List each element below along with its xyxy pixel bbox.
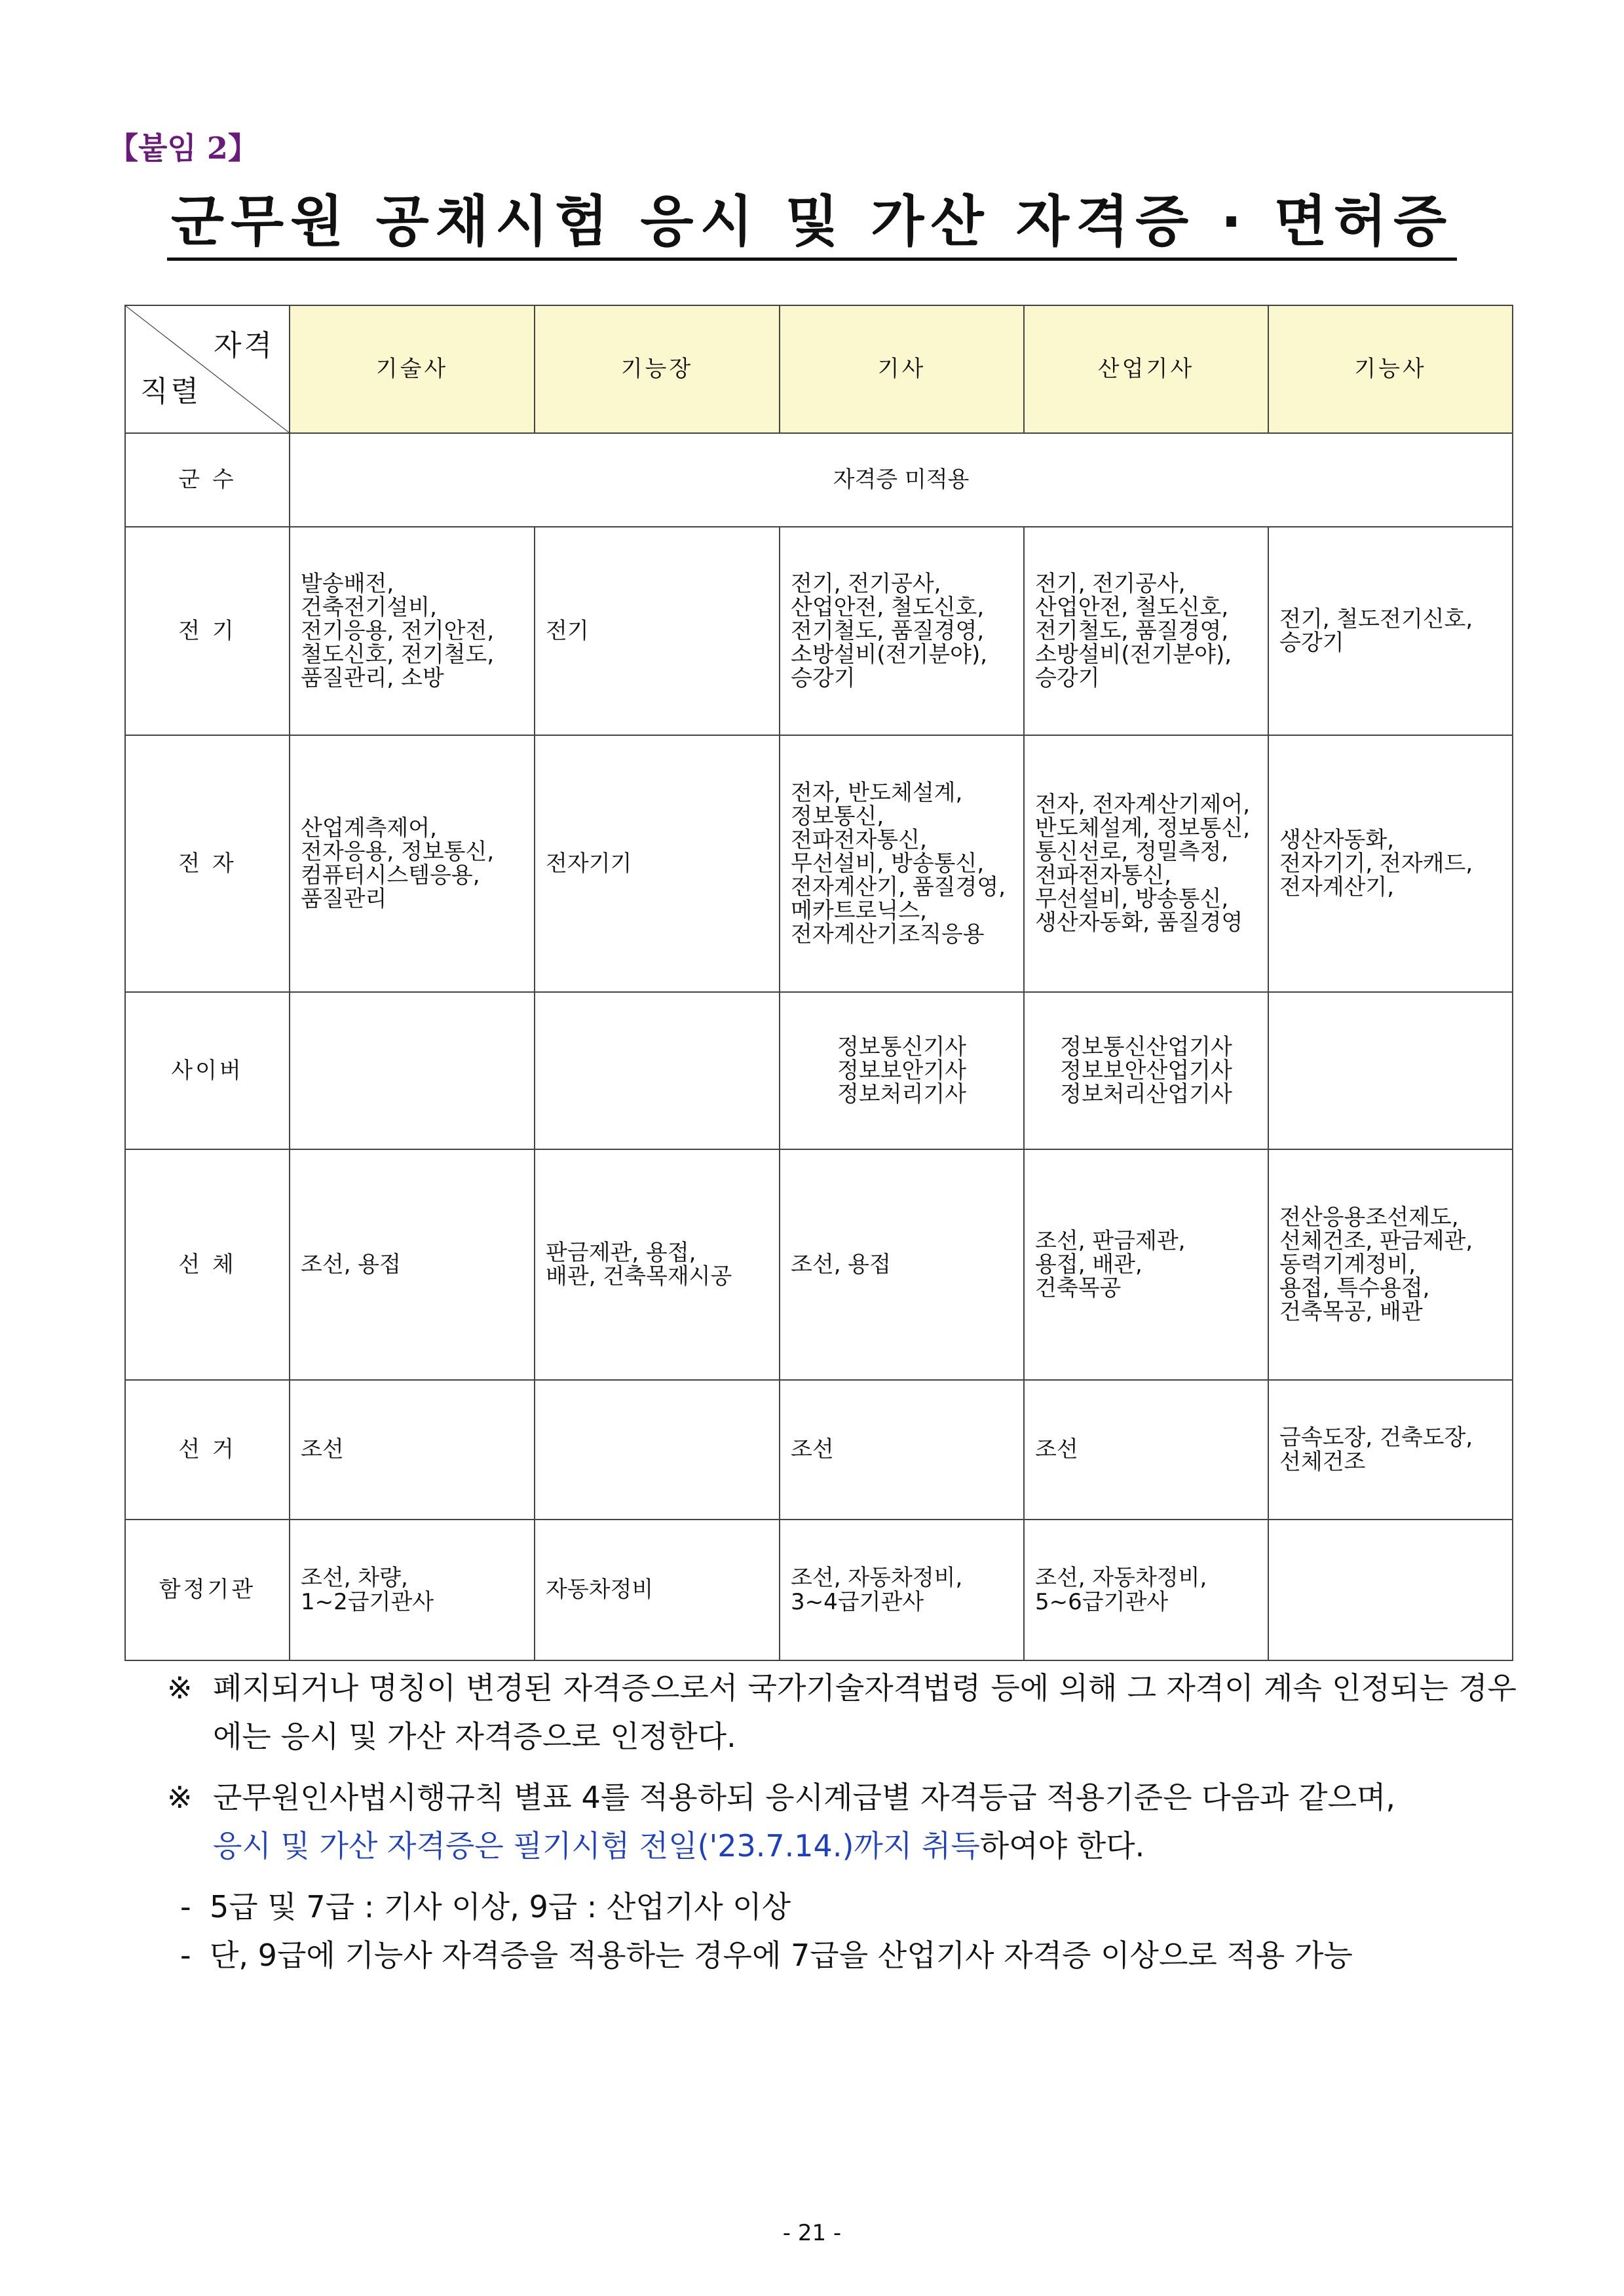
- table-cell: 조선, 자동차정비, 3~4급기관사: [780, 1520, 1024, 1660]
- row-label: 전 자: [125, 735, 290, 992]
- table-row: [125, 1380, 1513, 1520]
- table-cell: 조선, 용접: [290, 1149, 535, 1380]
- table-cell: 전자기기: [535, 735, 780, 992]
- table-cell: 생산자동화, 전자기기, 전자캐드, 전자계산기,: [1268, 735, 1513, 992]
- header-cell: 산업기사: [1024, 305, 1268, 433]
- table-cell: 조선: [1024, 1380, 1268, 1520]
- merged-cell: 자격증 미적용: [290, 433, 1513, 527]
- table-row: [125, 1520, 1513, 1660]
- page-title-wrapper: [0, 190, 1624, 261]
- table-cell: 정보통신산업기사 정보보안산업기사 정보처리산업기사: [1024, 992, 1268, 1149]
- note-text: 군무원인사법시행규칙 별표 4를 적용하되 응시계급별 자격등급 적용기준은 다음과 같으며,: [213, 1780, 1395, 1816]
- header-corner-cell: [125, 305, 290, 433]
- row-label: 선 체: [125, 1149, 290, 1380]
- table-cell: 자동차정비: [535, 1520, 780, 1660]
- row-label: 선 거: [125, 1380, 290, 1520]
- header-cell: 기사: [780, 305, 1024, 433]
- table-cell: 조선, 용접: [780, 1149, 1024, 1380]
- table-cell: 금속도장, 건축도장, 선체건조: [1268, 1380, 1513, 1520]
- notes-section: [167, 1664, 1517, 1980]
- table-cell: 전자, 전자계산기제어, 반도체설계, 정보통신, 통신선로, 정밀측정, 전파전자통신, 무선설비, 방송통신, 생산자동화, 품질경영: [1024, 735, 1268, 992]
- row-label: 군 수: [125, 433, 290, 527]
- table-cell: 전기: [535, 527, 780, 735]
- corner-label-series: 직렬: [140, 375, 202, 409]
- table-cell: 조선, 판금제관, 용접, 배관, 건축목공: [1024, 1149, 1268, 1380]
- table-cell: 전기, 철도전기신호, 승강기: [1268, 527, 1513, 735]
- dash-mark: -: [180, 1937, 191, 1973]
- page-title: 군무원 공채시험 응시 및 가산 자격증 · 면허증: [167, 190, 1457, 261]
- table-cell: [535, 992, 780, 1149]
- header-cell: 기능사: [1268, 305, 1513, 433]
- table-cell: 전기, 전기공사, 산업안전, 철도신호, 전기철도, 품질경영, 소방설비(전기분야), 승강기: [1024, 527, 1268, 735]
- table-cell: [535, 1380, 780, 1520]
- table-row: [125, 433, 1513, 527]
- table-row: [125, 527, 1513, 735]
- reference-mark: ※: [167, 1780, 193, 1816]
- table-cell: [290, 992, 535, 1149]
- dash-item: [180, 1883, 1517, 1932]
- header-cell: 기술사: [290, 305, 535, 433]
- dash-mark: -: [180, 1889, 191, 1925]
- qualification-table: [124, 305, 1513, 1661]
- row-label: 함정기관: [125, 1520, 290, 1660]
- attachment-label: 【붙임 2】: [108, 130, 258, 166]
- table-cell: 전자, 반도체설계, 정보통신, 전파전자통신, 무선설비, 방송통신, 전자계산기, 품질경영, 메카트로닉스, 전자계산기조직응용: [780, 735, 1024, 992]
- table-cell: 판금제관, 용접, 배관, 건축목재시공: [535, 1149, 780, 1380]
- corner-diagonal-line: [126, 306, 289, 432]
- note-text-tail: 하여야 한다.: [979, 1827, 1145, 1864]
- note-highlight: 응시 및 가산 자격증은 필기시험 전일('23.7.14.)까지 취득: [213, 1827, 980, 1864]
- table-cell: [1268, 1520, 1513, 1660]
- dash-item: [180, 1932, 1517, 1980]
- page-number: - 21 -: [782, 2220, 842, 2246]
- row-label: 전 기: [125, 527, 290, 735]
- note-item: [167, 1664, 1517, 1761]
- table-cell: 정보통신기사 정보보안기사 정보처리기사: [780, 992, 1024, 1149]
- table-row: [125, 992, 1513, 1149]
- table-cell: 발송배전, 건축전기설비, 전기응용, 전기안전, 철도신호, 전기철도, 품질관리, 소방: [290, 527, 535, 735]
- table-cell: 산업계측제어, 전자응용, 정보통신, 컴퓨터시스템응용, 품질관리: [290, 735, 535, 992]
- row-label: 사이버: [125, 992, 290, 1149]
- table-cell: 조선: [780, 1380, 1024, 1520]
- dash-text: 5급 및 7급 : 기사 이상, 9급 : 산업기사 이상: [210, 1889, 791, 1925]
- note-item: [167, 1774, 1517, 1870]
- table-header-row: [125, 305, 1513, 433]
- header-cell: 기능장: [535, 305, 780, 433]
- table-cell: 조선, 차량, 1~2급기관사: [290, 1520, 535, 1660]
- table-cell: [1268, 992, 1513, 1149]
- table-cell: 조선, 자동차정비, 5~6급기관사: [1024, 1520, 1268, 1660]
- table-cell: 조선: [290, 1380, 535, 1520]
- table-cell: 전산응용조선제도, 선체건조, 판금제관, 동력기계정비, 용접, 특수용접, 건축목공, 배관: [1268, 1149, 1513, 1380]
- dash-text: 단, 9급에 기능사 자격증을 적용하는 경우에 7급을 산업기사 자격증 이상으로 적용 가능: [210, 1937, 1353, 1973]
- table-row: [125, 1149, 1513, 1380]
- table-row: [125, 735, 1513, 992]
- table-cell: 전기, 전기공사, 산업안전, 철도신호, 전기철도, 품질경영, 소방설비(전기분야), 승강기: [780, 527, 1024, 735]
- corner-label-qualification: 자격: [213, 329, 274, 362]
- reference-mark: ※: [167, 1670, 193, 1706]
- note-text: 폐지되거나 명칭이 변경된 자격증으로서 국가기술자격법령 등에 의해 그 자격이 계속 인정되는 경우에는 응시 및 가산 자격증으로 인정한다.: [213, 1670, 1517, 1754]
